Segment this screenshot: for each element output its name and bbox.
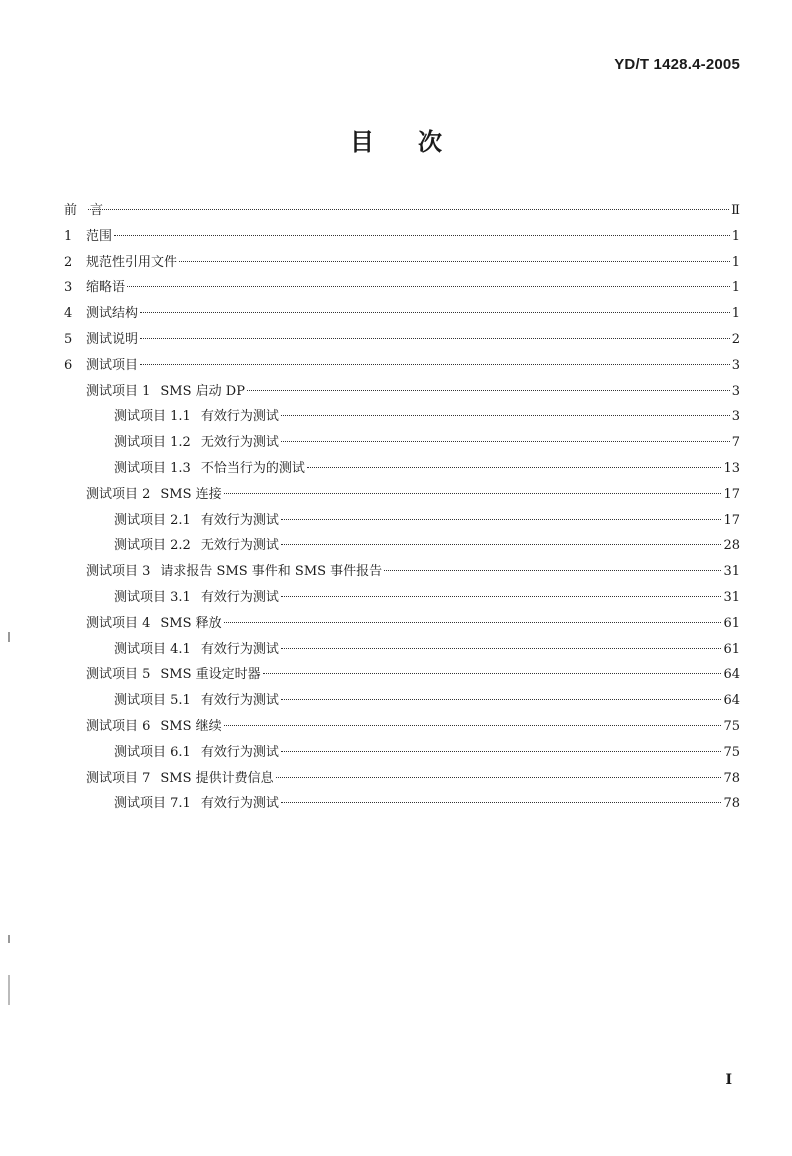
toc-dot-leader <box>281 544 722 545</box>
standard-number: YD/T 1428.4-2005 <box>614 56 740 73</box>
toc-entry-label: 测试项目 1.3 <box>114 460 191 476</box>
toc-entry-title: 不恰当行为的测试 <box>200 460 305 476</box>
toc-entry-label: 测试说明 <box>86 331 139 347</box>
toc-entry[interactable] <box>64 353 740 379</box>
toc-entry-label: 测试项目 5.1 <box>114 693 191 709</box>
toc-entry[interactable] <box>64 662 740 688</box>
toc-entry[interactable] <box>64 791 740 817</box>
toc-entry[interactable] <box>64 250 740 276</box>
toc-entry[interactable] <box>64 430 740 456</box>
toc-entry-page: 64 <box>723 693 740 709</box>
toc-entry[interactable] <box>64 714 740 740</box>
toc-entry-title: SMS 连接 <box>160 486 222 502</box>
toc-entry-label: 测试项目 6 <box>86 718 151 734</box>
toc-dot-leader <box>384 570 721 571</box>
toc-entry-page: 31 <box>723 589 740 605</box>
toc-entry-number: 6 <box>64 357 73 373</box>
toc-entry-page: 75 <box>723 718 740 734</box>
toc-dot-leader <box>140 364 730 365</box>
toc-dot-leader <box>281 596 722 597</box>
toc-entry-label: 缩略语 <box>86 280 126 296</box>
toc-entry[interactable] <box>64 740 740 766</box>
toc-entry-page: 75 <box>723 744 740 760</box>
toc-entry[interactable] <box>64 688 740 714</box>
toc-entry-number: 3 <box>64 280 73 296</box>
toc-entry[interactable] <box>64 533 740 559</box>
toc-dot-leader <box>281 802 722 803</box>
toc-dot-leader <box>224 493 722 494</box>
toc-dot-leader <box>140 338 730 339</box>
toc-entry[interactable] <box>64 508 740 534</box>
toc-entry-label: 测试结构 <box>86 306 139 322</box>
toc-entry-label: 测试项目 <box>86 357 139 373</box>
toc-entry-page: 17 <box>723 486 740 502</box>
toc-dot-leader <box>88 209 729 210</box>
toc-dot-leader <box>247 390 730 391</box>
toc-entry-title: 有效行为测试 <box>200 512 279 528</box>
toc-dot-leader <box>140 312 730 313</box>
toc-entry-label: 测试项目 1.1 <box>114 409 191 425</box>
toc-entry-number: 4 <box>64 306 73 322</box>
toc-entry-label: 范围 <box>86 228 113 244</box>
toc-entry[interactable] <box>64 766 740 792</box>
toc-entry-title: 无效行为测试 <box>200 538 279 554</box>
toc-entry-label: 测试项目 7.1 <box>114 796 191 812</box>
toc-entry[interactable] <box>64 559 740 585</box>
toc-dot-leader <box>281 415 730 416</box>
toc-entry-title: SMS 提供计费信息 <box>160 770 274 786</box>
toc-entry-title: 有效行为测试 <box>200 693 279 709</box>
toc-entry-title: 有效行为测试 <box>200 641 279 657</box>
toc-entry-number: 前 言 <box>64 203 104 218</box>
toc-entry-label: 测试项目 5 <box>86 667 151 683</box>
toc-dot-leader <box>263 673 722 674</box>
toc-entry-label: 测试项目 6.1 <box>114 744 191 760</box>
toc-entry-label: 测试项目 1 <box>86 383 151 399</box>
toc-entry-label: 规范性引用文件 <box>86 254 178 270</box>
toc-entry-label: 测试项目 1.2 <box>114 435 191 451</box>
toc-entry-number: 2 <box>64 254 73 270</box>
toc-entry-label: 测试项目 4.1 <box>114 641 191 657</box>
toc-entry-label: 测试项目 2.1 <box>114 512 191 528</box>
toc-entry-page: 1 <box>731 306 740 322</box>
toc-entry-label: 测试项目 4 <box>86 615 151 631</box>
toc-dot-leader <box>307 467 722 468</box>
toc-entry[interactable] <box>64 585 740 611</box>
toc-entry-page: 1 <box>731 254 740 270</box>
toc-entry-title: 无效行为测试 <box>200 435 279 451</box>
toc-entry[interactable] <box>64 404 740 430</box>
toc-entry-title: 有效行为测试 <box>200 409 279 425</box>
table-of-contents <box>64 198 740 817</box>
toc-dot-leader <box>281 751 722 752</box>
toc-dot-leader <box>276 777 722 778</box>
toc-dot-leader <box>127 286 730 287</box>
toc-dot-leader <box>281 519 722 520</box>
toc-entry-label: 测试项目 2.2 <box>114 538 191 554</box>
toc-entry-label: 测试项目 3 <box>86 564 151 580</box>
toc-entry-label: 测试项目 3.1 <box>114 589 191 605</box>
toc-entry-title: 有效行为测试 <box>200 744 279 760</box>
page-title: 目次 <box>350 128 486 156</box>
toc-entry-title: SMS 释放 <box>160 615 222 631</box>
page-number: I <box>725 1072 732 1088</box>
toc-entry[interactable] <box>64 482 740 508</box>
toc-entry-number: 1 <box>64 228 73 244</box>
toc-entry[interactable] <box>64 327 740 353</box>
toc-entry-title: SMS 启动 DP <box>160 383 245 399</box>
toc-dot-leader <box>224 622 722 623</box>
toc-dot-leader <box>281 441 730 442</box>
toc-entry-page: Ⅱ <box>731 203 740 218</box>
toc-entry[interactable] <box>64 275 740 301</box>
toc-entry-page: 78 <box>723 796 740 812</box>
toc-entry-page: 17 <box>723 512 740 528</box>
toc-entry[interactable] <box>64 456 740 482</box>
toc-entry[interactable] <box>64 198 740 224</box>
toc-entry-page: 64 <box>723 667 740 683</box>
toc-entry-page: 2 <box>731 331 740 347</box>
toc-entry-label: 测试项目 7 <box>86 770 151 786</box>
toc-entry-title: SMS 继续 <box>160 718 222 734</box>
toc-entry-page: 1 <box>731 228 740 244</box>
toc-entry-title: SMS 重设定时器 <box>160 667 261 683</box>
toc-entry-page: 78 <box>723 770 740 786</box>
scan-artifact <box>8 975 10 1005</box>
toc-entry-label: 测试项目 2 <box>86 486 151 502</box>
toc-entry-page: 3 <box>731 383 740 399</box>
toc-entry-page: 13 <box>723 460 740 476</box>
toc-dot-leader <box>224 725 722 726</box>
toc-entry-page: 3 <box>731 409 740 425</box>
toc-entry[interactable] <box>64 224 740 250</box>
toc-entry[interactable] <box>64 301 740 327</box>
toc-entry-page: 31 <box>723 564 740 580</box>
toc-dot-leader <box>114 235 730 236</box>
toc-entry-page: 1 <box>731 280 740 296</box>
toc-dot-leader <box>281 699 722 700</box>
toc-entry-page: 61 <box>723 641 740 657</box>
toc-entry[interactable] <box>64 611 740 637</box>
toc-entry-page: 61 <box>723 615 740 631</box>
toc-entry[interactable] <box>64 379 740 405</box>
toc-entry[interactable] <box>64 637 740 663</box>
toc-entry-number: 5 <box>64 331 73 347</box>
toc-dot-leader <box>281 648 722 649</box>
toc-entry-title: 有效行为测试 <box>200 796 279 812</box>
scan-artifact <box>8 632 10 642</box>
toc-entry-title: 请求报告 SMS 事件和 SMS 事件报告 <box>160 564 383 580</box>
toc-entry-page: 7 <box>731 435 740 451</box>
toc-entry-title: 有效行为测试 <box>200 589 279 605</box>
toc-dot-leader <box>179 261 730 262</box>
toc-entry-page: 28 <box>723 538 740 554</box>
toc-entry-page: 3 <box>731 357 740 373</box>
scan-artifact <box>8 935 10 943</box>
